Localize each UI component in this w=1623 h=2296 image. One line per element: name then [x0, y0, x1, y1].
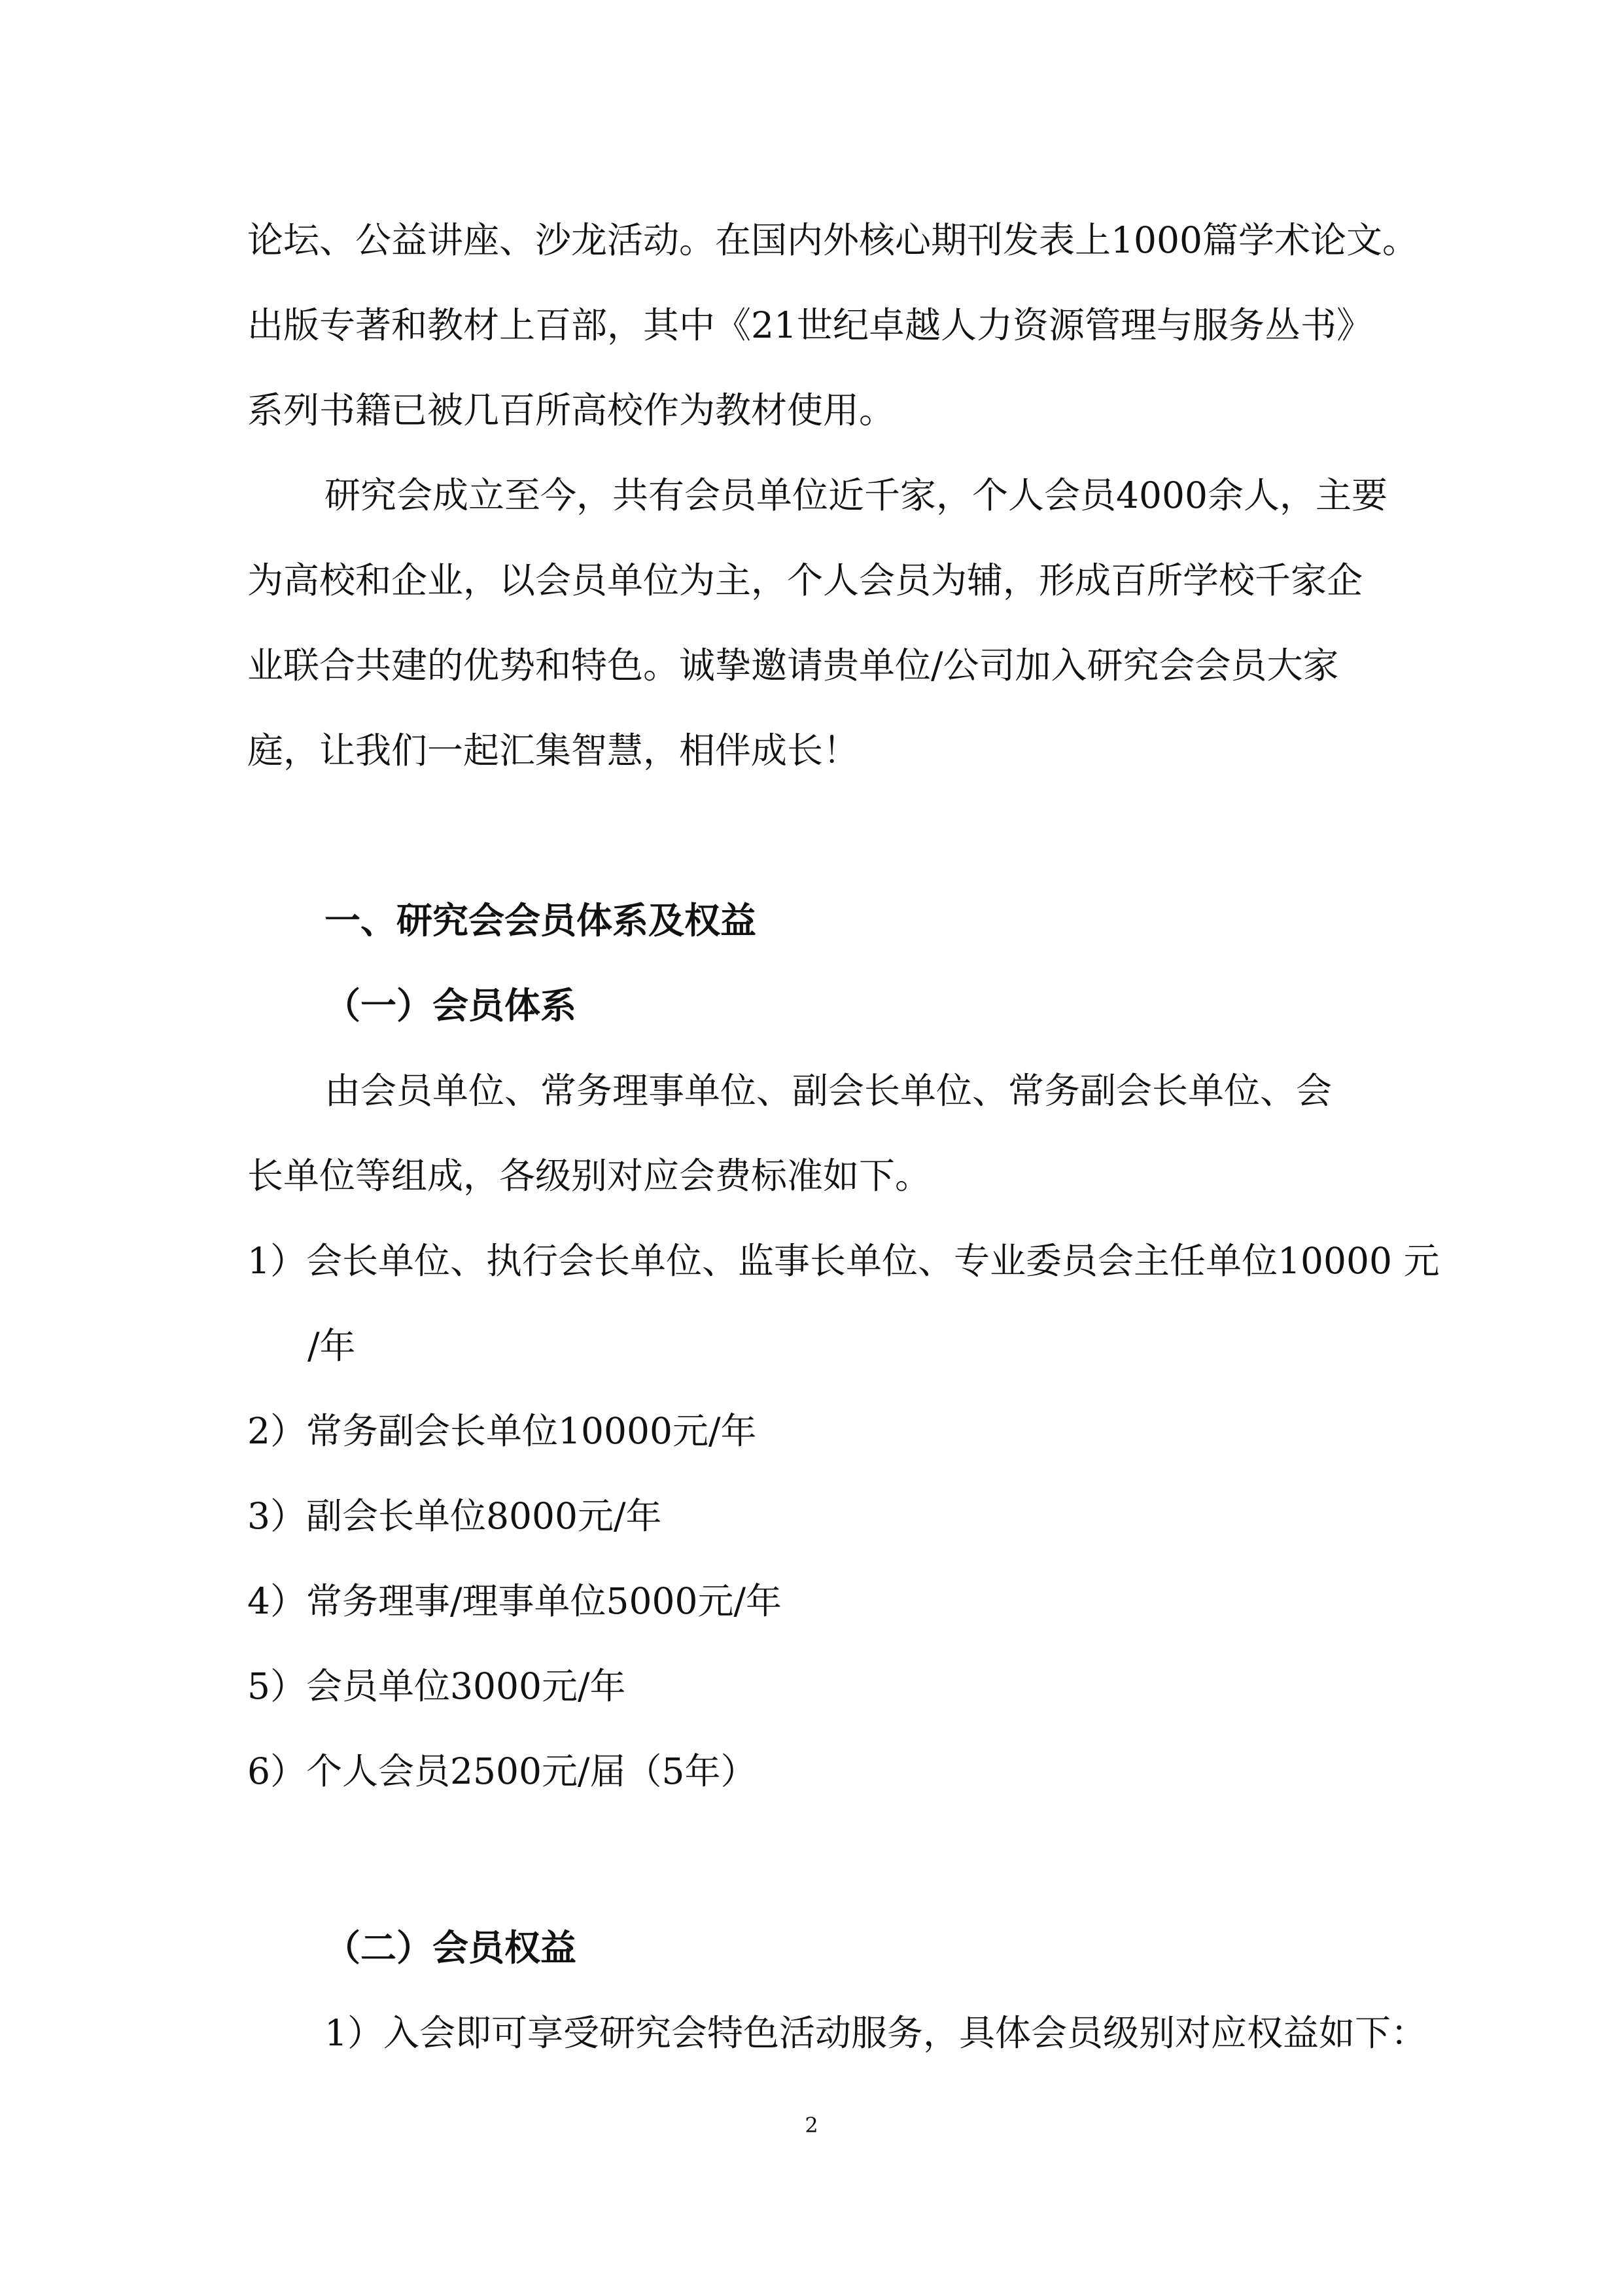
subsection-heading-membership-rights: （二）会员权益	[324, 1927, 577, 1969]
fee-list-item-5	[247, 1663, 626, 1709]
system-paragraph-line-1: 由会员单位、常务理事单位、副会长单位、常务副会长单位、会	[324, 1070, 1333, 1112]
fee-list-item-text: 个人会员2500元/届（5年）	[306, 1750, 757, 1792]
fee-list-item-4	[247, 1578, 782, 1624]
fee-list-item-number: 5）	[247, 1665, 306, 1707]
fee-list-item-text: 会长单位、执行会长单位、监事长单位、专业委员会主任单位10000 元	[306, 1240, 1440, 1282]
fee-list-item-1-continuation: /年	[307, 1325, 356, 1367]
members-paragraph-line-2: 为高校和企业，以会员单位为主，个人会员为辅，形成百所学校千家企	[247, 559, 1363, 601]
rights-paragraph-line-1: 1）入会即可享受研究会特色活动服务，具体会员级别对应权益如下：	[324, 2012, 1427, 2054]
system-paragraph-line-2: 长单位等组成，各级别对应会费标准如下。	[247, 1155, 932, 1197]
subsection-heading-membership-system: （一）会员体系	[324, 985, 577, 1027]
fee-list-item-number: 6）	[247, 1750, 306, 1792]
fee-list-item-1	[247, 1238, 1439, 1284]
fee-list-item-text: 会员单位3000元/年	[306, 1665, 626, 1707]
fee-list-item-2	[247, 1408, 757, 1454]
intro-paragraph-line-3: 系列书籍已被几百所高校作为教材使用。	[247, 389, 896, 431]
fee-list-item-6	[247, 1748, 757, 1794]
fee-list-item-number: 2）	[247, 1410, 306, 1452]
fee-list-item-number: 3）	[247, 1495, 306, 1537]
page-number: 2	[805, 2113, 818, 2138]
fee-list-item-text: 副会长单位8000元/年	[306, 1495, 662, 1537]
members-paragraph-line-3: 业联合共建的优势和特色。诚挚邀请贵单位/公司加入研究会会员大家	[247, 645, 1339, 686]
members-paragraph-line-4: 庭，让我们一起汇集智慧，相伴成长！	[247, 730, 860, 771]
section-heading-membership-system-and-rights: 一、研究会会员体系及权益	[324, 900, 757, 942]
intro-paragraph-line-1: 论坛、公益讲座、沙龙活动。在国内外核心期刊发表上1000篇学术论文。	[247, 219, 1418, 261]
fee-list-item-number: 1）	[247, 1240, 306, 1282]
members-paragraph-line-1: 研究会成立至今，共有会员单位近千家，个人会员4000余人，主要	[324, 474, 1387, 516]
fee-list-item-number: 4）	[247, 1580, 306, 1622]
fee-list-item-text: 常务副会长单位10000元/年	[306, 1410, 757, 1452]
intro-paragraph-line-2: 出版专著和教材上百部，其中《21世纪卓越人力资源管理与服务丛书》	[247, 304, 1372, 346]
fee-list-item-3	[247, 1493, 662, 1539]
fee-list-item-text: 常务理事/理事单位5000元/年	[306, 1580, 782, 1622]
